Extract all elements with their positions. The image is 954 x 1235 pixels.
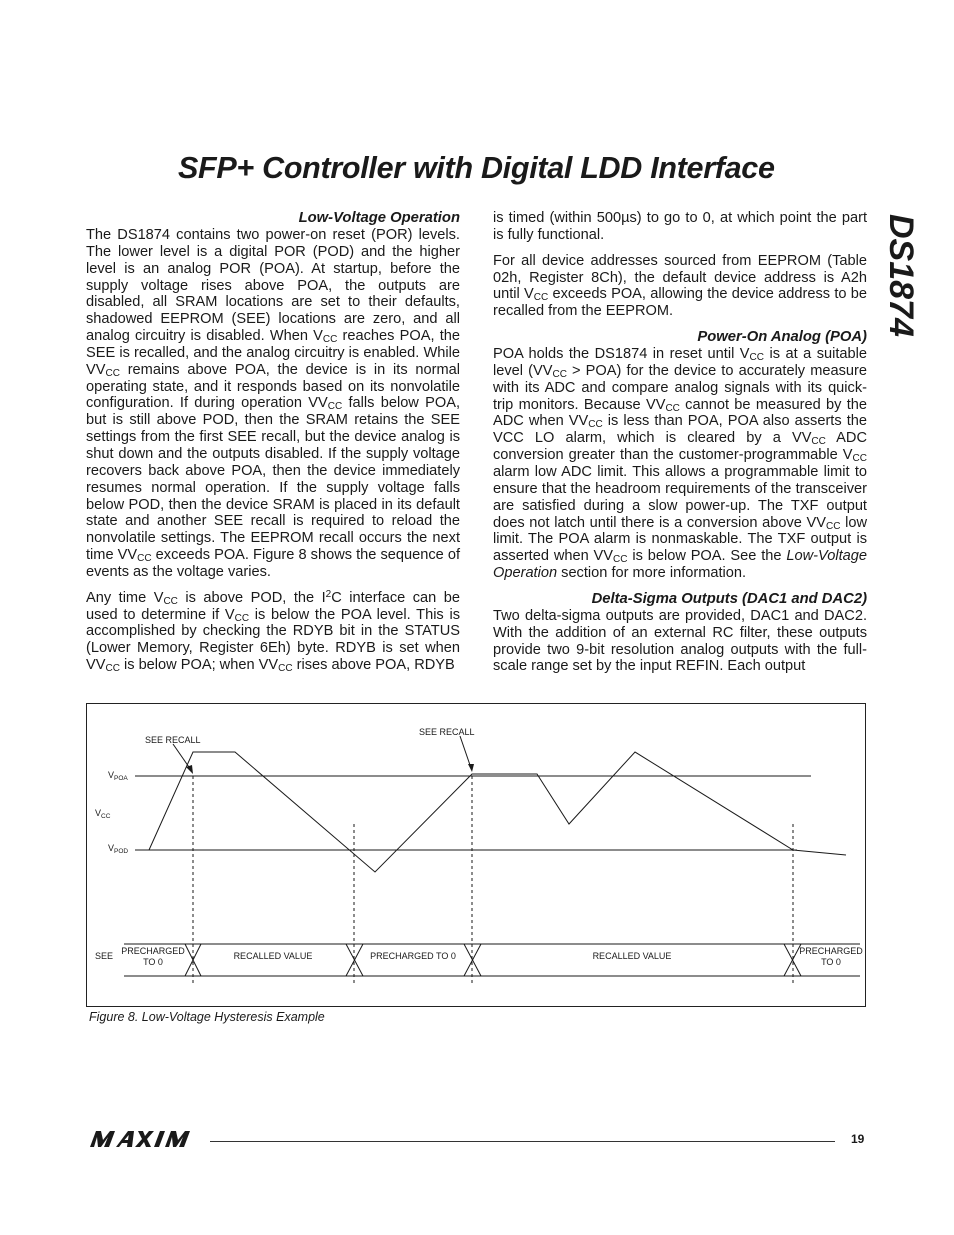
vpod-label: $V_{POD}$	[108, 843, 129, 855]
right-column	[493, 210, 867, 684]
section-heading-poa: Power-On Analog (POA)	[697, 329, 867, 346]
paragraph: The DS1874 contains two power-on reset (POR) levels. The lower level is a digital POR (POD) and the higher level is an analog POR (POA). At startup, before the supply voltage rises above POA, the outputs are disabled, all SRAM locations are set to their defaults, shadowed EEPROM (SEE) locations are zero, and all analog circuitry is disabled. When $V_{CC}$ reaches POA, the SEE is recalled, and the analog circuitry is enabled. While $VV_{CC}$ remains above POA, the device is in its normal operating state, and it responds based on its nonvolatile configuration. If during operation $VV_{CC}$ falls below POA, but is still above POD, then the SRAM retains the SEE settings from the first SEE recall, but the device analog is shut down and the outputs disabled. If the supply voltage recovers back above POA, then the device immediately resumes normal operation. If the supply voltage falls below POD, then the device SRAM is placed in its default state and another SEE recall is required to reload the nonvolatile settings. The EEPROM recall occurs the next time $VV_{CC}$ exceeds POA. Figure 8 shows the sequence of events as the voltage varies.	[86, 227, 461, 580]
paragraph: Two delta-sigma outputs are provided, DAC1 and DAC2. With the addition of an external RC filter, these outputs provide two 9-bit resolution analog outputs with the full-scale range set by the input REFIN. Each output	[493, 607, 867, 675]
footer-rule	[210, 1141, 835, 1142]
section-heading-delta-sigma: Delta-Sigma Outputs (DAC1 and DAC2)	[591, 590, 867, 607]
section-heading-low-voltage: Low-Voltage Operation	[298, 210, 460, 226]
figure-8-diagram	[86, 703, 866, 1007]
page-number: 19	[851, 1132, 865, 1146]
see-recall-label-1: SEE RECALL	[145, 735, 201, 745]
vpoa-label: $V_{POA}$	[108, 770, 128, 782]
paragraph: is timed (within 500µs) to go to 0, at which point the part is fully functional.	[493, 210, 867, 243]
paragraph: POA holds the DS1874 in reset until $V_{CC}$ is at a suitable level $(VV_{CC} > POA)$ for the device to accurately measure with its ADC and compare analog signals with its quick-trip monitors. Because $VV_{CC}$ cannot be measured by the ADC when $VV_{CC}$ is less than POA, POA also asserts the VCC LO alarm, which is cleared by a $VV_{CC}$ ADC conversion greater than the customer-programmable $V_{CC}$ alarm low ADC limit. This allows a programmable limit to ensure that the headroom requirements of the transceiver are satisfied during a slow power-up. The TXF output does not latch until there is a conversion above $VV_{CC}$ low limit. The POA alarm is nonmaskable. The TXF output is asserted when $VV_{CC}$ is below POA. See the Low-Voltage Operation section for more information.	[493, 346, 868, 582]
see-segment-recalled-2: RECALLED VALUE	[592, 951, 672, 961]
cross-reference-link[interactable]: Low-Voltage Operation	[493, 548, 867, 582]
figure-caption: Figure 8. Low-Voltage Hysteresis Example	[89, 1010, 325, 1024]
vcc-label: $V_{CC}$	[95, 808, 111, 820]
vcc-waveform	[149, 752, 846, 872]
see-recall-label-2: SEE RECALL	[419, 727, 475, 737]
page-title: SFP+ Controller with Digital LDD Interface	[178, 151, 775, 185]
part-number: DS1874	[882, 214, 920, 337]
see-segment-precharged-3: PRECHARGED TO 0	[799, 946, 863, 967]
recall-arrow-1	[173, 744, 191, 770]
see-signal-label: SEE	[95, 951, 114, 961]
see-segment-recalled-1: RECALLED VALUE	[233, 951, 313, 961]
paragraph: For all device addresses sourced from EEPROM (Table 02h, Register 8Ch), the default device address is A2h until $V_{CC}$ exceeds POA, allowing the device address to be recalled from the EEPROM.	[493, 252, 867, 320]
maxim-logo	[86, 1130, 200, 1153]
see-segment-precharged-2: PRECHARGED TO 0	[370, 951, 456, 961]
left-column	[86, 210, 460, 683]
recall-arrow-2-head	[468, 764, 474, 772]
see-segment-precharged-1: PRECHARGED TO 0	[121, 946, 185, 967]
part-number-sidebar	[884, 214, 924, 344]
recall-arrow-2	[460, 736, 471, 768]
paragraph: Any time $V_{CC}$ is above POD, the $I^2C$ interface can be used to determine if $V_{CC}$ is below the POA level. This is accomplished by checking the RDYB bit in the STATUS (Lower Memory, Register 6Eh) byte. RDYB is set when $VV_{CC}$ is below POA; when $VV_{CC}$ rises above POA, RDYB	[86, 588, 460, 675]
